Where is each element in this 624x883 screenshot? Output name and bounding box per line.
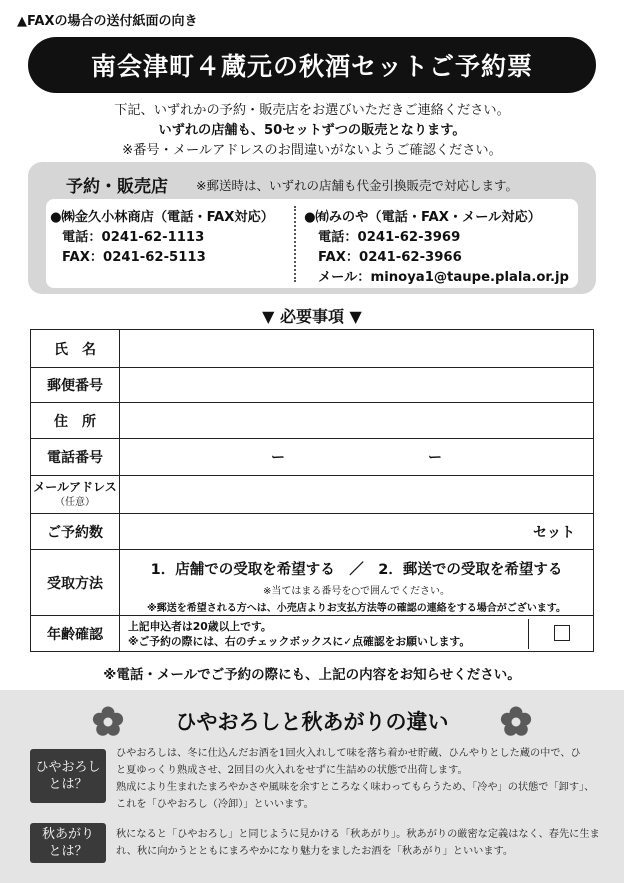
akiagari-text — [116, 826, 600, 860]
zip-label: 郵便番号 — [31, 368, 120, 403]
shop-left-name: ●㈱金久小林商店（電話・FAX対応） — [50, 210, 274, 225]
hiyaoroshi-text — [116, 745, 600, 813]
phone-dash-2: ー — [428, 450, 442, 466]
form-row-age — [31, 616, 594, 652]
shop-left-phone: 電話：0241-62-1113 — [62, 230, 205, 245]
shop-heading: 予約・販売店 — [66, 177, 168, 197]
shop-divider — [294, 206, 296, 282]
intro-line-2: いずれの店舗も、50セットずつの販売となります。 — [158, 123, 466, 138]
age-text-1: 上記申込者は20歳以上です。 — [128, 619, 272, 633]
form-row-address — [31, 403, 594, 439]
shop-left-fax: FAX：0241-62-5113 — [62, 250, 206, 265]
email-field[interactable] — [120, 476, 594, 514]
method-note-1: ※当てはまる番号を○で囲んでください。 — [262, 585, 451, 597]
method-field[interactable] — [120, 550, 594, 616]
name-field[interactable] — [120, 330, 594, 368]
method-label: 受取方法 — [31, 550, 120, 616]
contact-note: ※電話・メールでご予約の際にも、上記の内容をお知らせください。 — [103, 667, 521, 683]
shop-right-fax: FAX：0241-62-3966 — [318, 250, 462, 265]
age-checkbox[interactable] — [554, 625, 570, 641]
hiyaoroshi-line-3: 熟成により生まれたまろやかさや風味を余すところなく味わってもらうため、「冷や」の状態で「卸す」、 — [116, 782, 595, 793]
hiyaoroshi-label — [30, 749, 106, 803]
bottom-title: ひやおろしと秋あがりの違い — [175, 709, 449, 734]
method-options[interactable]: 1．店舗での受取を希望する ／ 2．郵送での受取を希望する — [150, 561, 563, 578]
shop-right-name: ●㈲みのや（電話・FAX・メール対応） — [304, 210, 541, 225]
name-label: 氏 名 — [31, 330, 120, 368]
order-form — [30, 329, 594, 652]
phone-label: 電話番号 — [31, 439, 120, 476]
intro-line-1: 下記、いずれかの予約・販売店をお選びいただきご連絡ください。 — [114, 103, 510, 118]
hiyaoroshi-label-2: とは？ — [48, 777, 88, 792]
age-text — [120, 619, 529, 649]
age-field — [120, 616, 594, 652]
akiagari-label-1: 秋あがり — [41, 827, 94, 842]
email-label-main: メールアドレス — [33, 479, 117, 494]
hiyaoroshi-line-2: と夏ゆっくり熟成させ、2回目の火入れをせずに生詰めの状態で出荷します。 — [116, 765, 468, 776]
intro-line-3: ※番号・メールアドレスのお間違いがないようご確認ください。 — [122, 143, 502, 158]
required-heading: ▼ 必要事項 ▼ — [262, 307, 362, 326]
form-row-method — [31, 550, 594, 616]
akiagari-line-2: れ、秋に向かうとともにまろやかになり魅力をましたお酒を「秋あがり」といいます。 — [116, 846, 514, 857]
page-title: 南会津町４蔵元の秋酒セットご予約票 — [28, 37, 596, 93]
fax-orientation-note: ▲FAXの場合の送付紙面の向き — [17, 14, 198, 29]
shop-right-phone: 電話：0241-62-3969 — [318, 230, 461, 245]
akiagari-label — [30, 823, 106, 863]
method-note-2: ※郵送を希望される方へは、小売店よりお支払方法等の確認の連絡をする場合がございます。 — [147, 602, 566, 614]
address-label: 住 所 — [31, 403, 120, 439]
phone-dash-1: ー — [271, 450, 285, 466]
qty-unit: セット — [533, 524, 575, 541]
shop-right-mail: メール：minoya1@taupe.plala.or.jp — [318, 270, 569, 285]
hiyaoroshi-label-1: ひやおろし — [35, 760, 101, 775]
age-text-2: ※ご予約の際には、右のチェックボックスに✓点確認をお願いします。 — [128, 634, 471, 648]
plum-flower-icon-right — [500, 706, 532, 738]
hiyaoroshi-line-1: ひやおろしは、冬に仕込んだお酒を1回火入れして味を落ち着かせ貯蔵、ひんやりとした蔵の中で、ひ — [116, 748, 581, 759]
form-row-email — [31, 476, 594, 514]
email-label-optional: （任意） — [55, 496, 95, 508]
form-row-qty — [31, 514, 594, 550]
akiagari-label-2: とは？ — [48, 844, 88, 859]
age-check-cell — [529, 619, 593, 649]
qty-field[interactable] — [120, 514, 594, 550]
akiagari-line-1: 秋になると「ひやおろし」と同じように見かける「秋あがり」。秋あがりの厳密な定義はなく、春先に生ま — [116, 829, 600, 840]
form-row-zip — [31, 368, 594, 403]
address-field[interactable] — [120, 403, 594, 439]
qty-label: ご予約数 — [31, 514, 120, 550]
email-label — [31, 476, 120, 514]
hiyaoroshi-line-4: これを「ひやおろし（冷卸）」といいます。 — [116, 799, 314, 810]
form-row-phone — [31, 439, 594, 476]
age-label: 年齢確認 — [31, 616, 120, 652]
form-row-name — [31, 330, 594, 368]
zip-field[interactable] — [120, 368, 594, 403]
shop-note: ※郵送時は、いずれの店舗も代金引換販売で対応します。 — [196, 178, 518, 193]
phone-field[interactable] — [120, 439, 594, 476]
